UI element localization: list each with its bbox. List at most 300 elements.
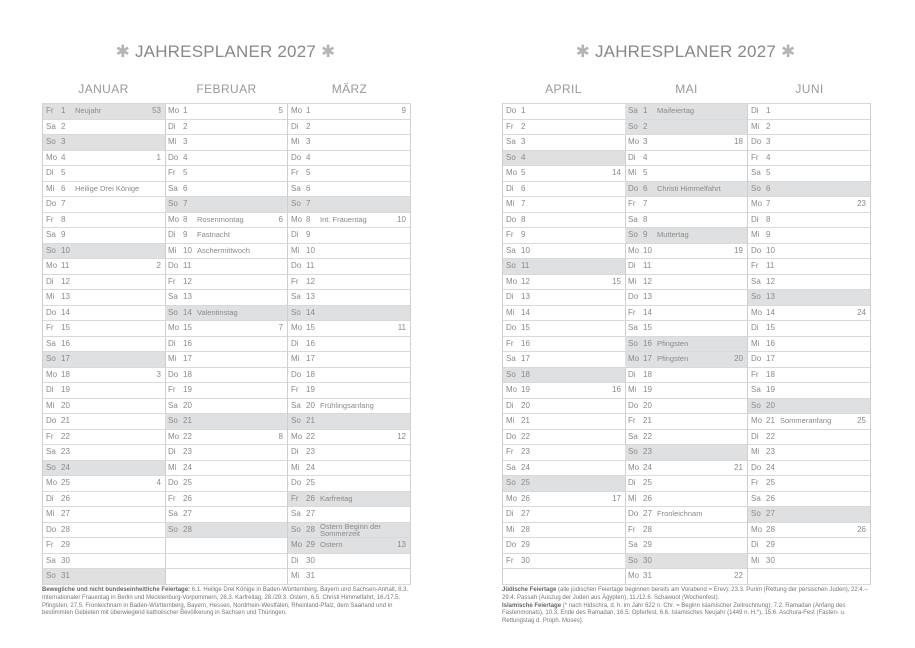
day-number: 1	[183, 106, 188, 115]
day-row	[165, 337, 287, 353]
weekday: Di	[291, 121, 299, 131]
day-row	[288, 569, 410, 585]
day-number: 10	[61, 245, 70, 255]
day-number: 26	[306, 493, 315, 503]
day-row	[503, 166, 625, 182]
day-row	[503, 461, 625, 477]
day-row	[748, 368, 870, 384]
day-number: 18	[766, 369, 775, 379]
weekday: Fr	[46, 431, 54, 441]
day-number: 19	[306, 385, 315, 394]
day-row	[43, 352, 165, 368]
day-row	[43, 383, 165, 399]
weekday: Mo	[291, 431, 303, 441]
day-row	[503, 399, 625, 415]
day-number: 13	[766, 292, 775, 301]
day-row	[288, 151, 410, 167]
day-number: 5	[61, 168, 66, 177]
day-event: Fronleichnam	[657, 509, 703, 518]
weekday: Di	[506, 292, 514, 301]
weekday: Sa	[46, 230, 56, 239]
weekday: So	[46, 137, 56, 146]
weekday: So	[628, 555, 638, 565]
day-number: 2	[766, 121, 771, 131]
week-number: 6	[278, 214, 283, 224]
day-number: 28	[183, 524, 192, 534]
weekday: So	[751, 292, 761, 301]
day-number: 13	[61, 292, 70, 301]
day-number: 7	[183, 199, 188, 208]
day-number: 17	[306, 354, 315, 363]
weekday: Fr	[628, 524, 636, 534]
weekday: Do	[46, 199, 57, 208]
weekday: So	[628, 447, 638, 456]
day-number: 25	[306, 478, 315, 487]
weekday: Mo	[506, 276, 518, 286]
day-number: 21	[183, 416, 192, 425]
day-number: 20	[766, 400, 775, 410]
day-row	[288, 461, 410, 477]
day-row	[43, 228, 165, 244]
day-number: 13	[521, 292, 530, 301]
day-number: 15	[766, 323, 775, 332]
day-number: 27	[643, 509, 652, 518]
weekday: Mi	[46, 509, 55, 518]
day-row	[43, 213, 165, 229]
weekday: So	[46, 462, 56, 472]
weekday: Do	[628, 400, 639, 410]
weekday: Mi	[291, 245, 300, 255]
weekday: Fr	[291, 276, 299, 286]
weekday: Sa	[291, 183, 301, 193]
day-number: 6	[306, 183, 311, 193]
day-number: 8	[306, 214, 311, 224]
footnote-text: (alle jüdischen Feiertage beginnen bereits am Vorabend = Erev): 23.3. Purim (Rettung der persischen Juden), 22.4.–29.4. Passah (Auszug der Juden aus Ägypten), 11./12.6. Schawuot (Wochenfest).	[502, 587, 868, 601]
day-event: Heilige Drei Könige	[75, 183, 140, 193]
weekday: Mi	[291, 462, 300, 472]
day-row	[625, 182, 747, 198]
weekday: Do	[506, 431, 517, 441]
day-row	[503, 414, 625, 430]
weekday: Fr	[506, 121, 514, 131]
day-row	[503, 259, 625, 275]
week-number: 15	[612, 276, 621, 286]
weekday: So	[506, 261, 516, 270]
month-column-januar	[42, 103, 166, 585]
day-row	[625, 554, 747, 570]
day-number: 29	[61, 540, 70, 549]
weekday: Di	[291, 230, 299, 239]
weekday: So	[168, 307, 178, 317]
weekday: Fr	[46, 106, 54, 115]
weekday: Do	[291, 478, 302, 487]
day-number: 5	[183, 168, 188, 177]
month-header: MAI	[675, 82, 698, 96]
day-row	[625, 321, 747, 337]
empty-row	[165, 538, 287, 554]
day-number: 7	[766, 199, 771, 208]
weekday: Do	[291, 369, 302, 379]
day-number: 27	[306, 509, 315, 518]
weekday: Di	[46, 493, 54, 503]
star-icon: ✱	[575, 42, 591, 61]
weekday: Fr	[628, 416, 636, 425]
day-event: Pfingsten	[657, 338, 689, 348]
day-row	[165, 476, 287, 492]
day-event: Muttertag	[657, 230, 689, 239]
day-number: 30	[61, 555, 70, 565]
weekday: Fr	[506, 555, 514, 565]
weekday: Do	[168, 152, 179, 162]
page-title-right	[502, 42, 869, 62]
weekday: Fr	[628, 307, 636, 317]
weekday: Mo	[291, 540, 303, 549]
day-number: 10	[643, 245, 652, 255]
day-row	[503, 182, 625, 198]
day-event: Pfingsten	[657, 354, 689, 363]
weekday: Sa	[751, 493, 761, 503]
day-row	[748, 166, 870, 182]
weekday: Sa	[506, 245, 516, 255]
weekday: Do	[628, 509, 639, 518]
weekday: Di	[751, 540, 759, 549]
day-number: 5	[643, 168, 648, 177]
weekday: Mi	[46, 400, 55, 410]
day-row	[625, 228, 747, 244]
day-event: Fastnacht	[197, 230, 230, 239]
day-number: 2	[183, 121, 188, 131]
day-row	[165, 182, 287, 198]
day-row	[165, 523, 287, 539]
day-number: 9	[183, 230, 188, 239]
week-number: 21	[734, 462, 743, 472]
day-number: 6	[766, 183, 771, 193]
weekday: Mi	[751, 447, 760, 456]
weekday: Sa	[506, 137, 516, 146]
weekday: Mo	[46, 261, 58, 270]
weekday: Mo	[168, 214, 180, 224]
day-number: 2	[306, 121, 311, 131]
day-row	[43, 476, 165, 492]
day-number: 17	[61, 354, 70, 363]
day-row	[165, 414, 287, 430]
day-row	[625, 306, 747, 322]
day-row	[503, 197, 625, 213]
day-row	[288, 399, 410, 415]
month-column-juni	[748, 103, 871, 585]
day-row	[748, 414, 870, 430]
weekday: Do	[506, 214, 517, 224]
day-row	[165, 492, 287, 508]
day-row	[43, 445, 165, 461]
page-title-left	[42, 42, 409, 62]
day-number: 30	[306, 555, 315, 565]
day-row	[288, 368, 410, 384]
weekday: Di	[291, 555, 299, 565]
weekday: Di	[291, 338, 299, 348]
weekday: Sa	[168, 183, 178, 193]
day-row	[288, 414, 410, 430]
weekday: Do	[751, 462, 762, 472]
star-icon: ✱	[320, 42, 336, 61]
day-row	[625, 538, 747, 554]
day-row	[165, 244, 287, 260]
day-row	[748, 151, 870, 167]
day-number: 20	[306, 400, 315, 410]
day-number: 20	[643, 400, 652, 410]
day-row	[503, 430, 625, 446]
day-number: 7	[306, 199, 311, 208]
day-event: Christi Himmelfahrt	[657, 183, 721, 193]
day-row	[43, 275, 165, 291]
day-row	[43, 430, 165, 446]
day-row	[503, 383, 625, 399]
week-number: 22	[734, 571, 743, 580]
day-row	[625, 259, 747, 275]
day-row	[503, 476, 625, 492]
day-number: 1	[521, 106, 526, 115]
weekday: Mo	[168, 431, 180, 441]
weekday: Di	[46, 168, 54, 177]
day-row	[165, 104, 287, 120]
day-row	[288, 492, 410, 508]
day-row	[503, 445, 625, 461]
day-row	[503, 352, 625, 368]
day-row	[43, 259, 165, 275]
day-number: 25	[183, 478, 192, 487]
day-number: 4	[766, 152, 771, 162]
day-row	[288, 275, 410, 291]
weekday: So	[46, 571, 56, 580]
weekday: Mi	[628, 385, 637, 394]
day-row	[288, 507, 410, 523]
weekday: Di	[291, 447, 299, 456]
day-row	[43, 135, 165, 151]
day-number: 21	[643, 416, 652, 425]
day-number: 3	[521, 137, 526, 146]
weekday: Fr	[291, 168, 299, 177]
day-row	[288, 244, 410, 260]
day-row	[288, 213, 410, 229]
week-number: 3	[156, 369, 161, 379]
weekday: Mo	[506, 168, 518, 177]
day-number: 28	[766, 524, 775, 534]
weekday: Sa	[291, 292, 301, 301]
day-number: 5	[766, 168, 771, 177]
day-row	[625, 399, 747, 415]
weekday: So	[506, 369, 516, 379]
day-number: 18	[306, 369, 315, 379]
weekday: Mi	[751, 230, 760, 239]
weekday: Sa	[628, 323, 638, 332]
day-number: 12	[766, 276, 775, 286]
day-number: 10	[183, 245, 192, 255]
day-number: 26	[183, 493, 192, 503]
weekday: Mo	[291, 323, 303, 332]
day-row	[165, 120, 287, 136]
day-event: Ostern Beginn der Sommerzeit	[320, 522, 381, 537]
weekday: Mo	[751, 524, 763, 534]
day-number: 11	[521, 261, 530, 270]
weekday: Sa	[751, 385, 761, 394]
weekday: So	[291, 199, 301, 208]
day-number: 14	[766, 307, 775, 317]
day-number: 15	[643, 323, 652, 332]
day-row	[165, 368, 287, 384]
day-row	[503, 244, 625, 260]
weekday: Di	[506, 183, 514, 193]
week-number: 19	[734, 245, 743, 255]
day-row	[748, 337, 870, 353]
page-title-left-text: JAHRESPLANER 2027	[134, 42, 317, 61]
day-row	[625, 445, 747, 461]
day-row	[748, 182, 870, 198]
day-number: 16	[183, 338, 192, 348]
day-row	[165, 507, 287, 523]
day-number: 9	[766, 230, 771, 239]
day-row	[43, 290, 165, 306]
day-number: 8	[643, 214, 648, 224]
month-header: APRIL	[545, 82, 582, 96]
day-number: 1	[643, 106, 648, 115]
weekday: Di	[506, 400, 514, 410]
day-row	[43, 166, 165, 182]
day-number: 25	[521, 478, 530, 487]
weekday: Sa	[751, 276, 761, 286]
day-number: 4	[521, 152, 526, 162]
weekday: So	[168, 416, 178, 425]
month-column-april	[502, 103, 626, 585]
weekday: Sa	[46, 121, 56, 131]
weekday: So	[506, 478, 516, 487]
month-header: JANUAR	[78, 82, 129, 96]
day-number: 28	[521, 524, 530, 534]
day-event: Frühlingsanfang	[320, 400, 374, 410]
day-number: 27	[521, 509, 530, 518]
day-number: 29	[766, 540, 775, 549]
weekday: So	[291, 524, 301, 534]
day-number: 21	[306, 416, 315, 425]
day-row	[43, 492, 165, 508]
weekday: Mi	[46, 292, 55, 301]
week-number: 16	[612, 385, 621, 394]
weekday: Mi	[506, 199, 515, 208]
day-number: 5	[521, 168, 526, 177]
day-number: 14	[306, 307, 315, 317]
day-row	[288, 554, 410, 570]
weekday: Fr	[168, 168, 176, 177]
day-row	[748, 228, 870, 244]
day-number: 19	[61, 385, 70, 394]
week-number: 10	[397, 214, 406, 224]
weekday: Fr	[751, 478, 759, 487]
day-number: 24	[61, 462, 70, 472]
day-number: 9	[306, 230, 311, 239]
weekday: Mi	[506, 416, 515, 425]
weekday: Do	[751, 245, 762, 255]
weekday: Sa	[291, 509, 301, 518]
footnote-title: Islamische Feiertage	[502, 602, 562, 609]
day-row	[43, 182, 165, 198]
day-row	[748, 461, 870, 477]
day-row	[748, 244, 870, 260]
footnote-text: (* nach Hidschra, d. h. im Jahr 622 n. Chr. = Beginn islamischer Zeitrechnung): 7.2. Ramadan (Anfang des Fastenmonats), 10.3. Ende des Ramadan, 16.5. Opferfest, 6.6. Islamisches Neujahr (1449 n. H.*), 15.6. Aschura-Fest (Fasten- u. Rettungstag d. Proph. Moses).	[502, 602, 846, 625]
weekday: Di	[751, 323, 759, 332]
day-row	[43, 523, 165, 539]
weekday: Do	[168, 261, 179, 270]
footnote-text: 6.1. Heilige Drei Könige in Baden-Württemberg, Bayern und Sachsen-Anhalt, 8.3. Internationaler Frauentag in Berlin und Mecklenburg-Vorpommern, 26.3. Karfreitag, 28./29.3. Ostern, 6.5. Christi Himmelfahrt, 16./17.5. Pfingsten, 27.5. Fronleichnam in Baden-Württemberg, Bayern, Hessen, Nordrhein-Westfalen, Rheinland-Pfalz, dem Saarland und in bestimmten Gebieten mit überwiegend katholischer Bevölkerung in Sachsen und Thüringen.	[42, 587, 409, 617]
day-number: 18	[643, 369, 652, 379]
day-number: 8	[766, 214, 771, 224]
day-row	[748, 321, 870, 337]
weekday: Fr	[751, 152, 759, 162]
day-number: 4	[306, 152, 311, 162]
day-row	[625, 383, 747, 399]
day-number: 21	[521, 416, 530, 425]
weekday: So	[506, 152, 516, 162]
day-number: 24	[521, 462, 530, 472]
weekday: Mi	[168, 137, 177, 146]
day-number: 29	[643, 540, 652, 549]
day-number: 25	[766, 478, 775, 487]
day-number: 27	[183, 509, 192, 518]
weekday: Mi	[751, 121, 760, 131]
day-row	[288, 538, 410, 554]
day-number: 22	[521, 431, 530, 441]
weekday: Sa	[628, 540, 638, 549]
day-number: 28	[643, 524, 652, 534]
day-row	[288, 306, 410, 322]
day-number: 15	[183, 323, 192, 332]
day-number: 19	[183, 385, 192, 394]
weekday: Do	[506, 106, 517, 115]
weekday: Sa	[46, 555, 56, 565]
day-number: 13	[643, 292, 652, 301]
day-number: 19	[521, 385, 530, 394]
weekday: Do	[628, 183, 639, 193]
weekday: So	[46, 245, 56, 255]
day-row	[165, 321, 287, 337]
day-number: 8	[183, 214, 188, 224]
weekday: Di	[168, 447, 176, 456]
day-row	[165, 445, 287, 461]
week-number: 9	[401, 106, 406, 115]
week-number: 2	[156, 261, 161, 270]
weekday: Sa	[291, 400, 301, 410]
month-header: FEBRUAR	[196, 82, 257, 96]
day-number: 6	[61, 183, 66, 193]
weekday: Mo	[291, 214, 303, 224]
day-row	[43, 399, 165, 415]
day-number: 12	[61, 276, 70, 286]
footnote-title: Jüdische Feiertage	[502, 587, 557, 593]
weekday: Mi	[628, 276, 637, 286]
day-number: 12	[306, 276, 315, 286]
day-row	[503, 523, 625, 539]
star-icon: ✱	[780, 42, 796, 61]
weekday: Sa	[506, 354, 516, 363]
day-row	[165, 228, 287, 244]
weekday: Mi	[751, 338, 760, 348]
weekday: Do	[291, 261, 302, 270]
weekday: Sa	[751, 168, 761, 177]
day-number: 16	[521, 338, 530, 348]
star-icon: ✱	[115, 42, 131, 61]
day-row	[748, 120, 870, 136]
weekday: Mo	[628, 137, 640, 146]
day-number: 15	[61, 323, 70, 332]
day-row	[503, 368, 625, 384]
